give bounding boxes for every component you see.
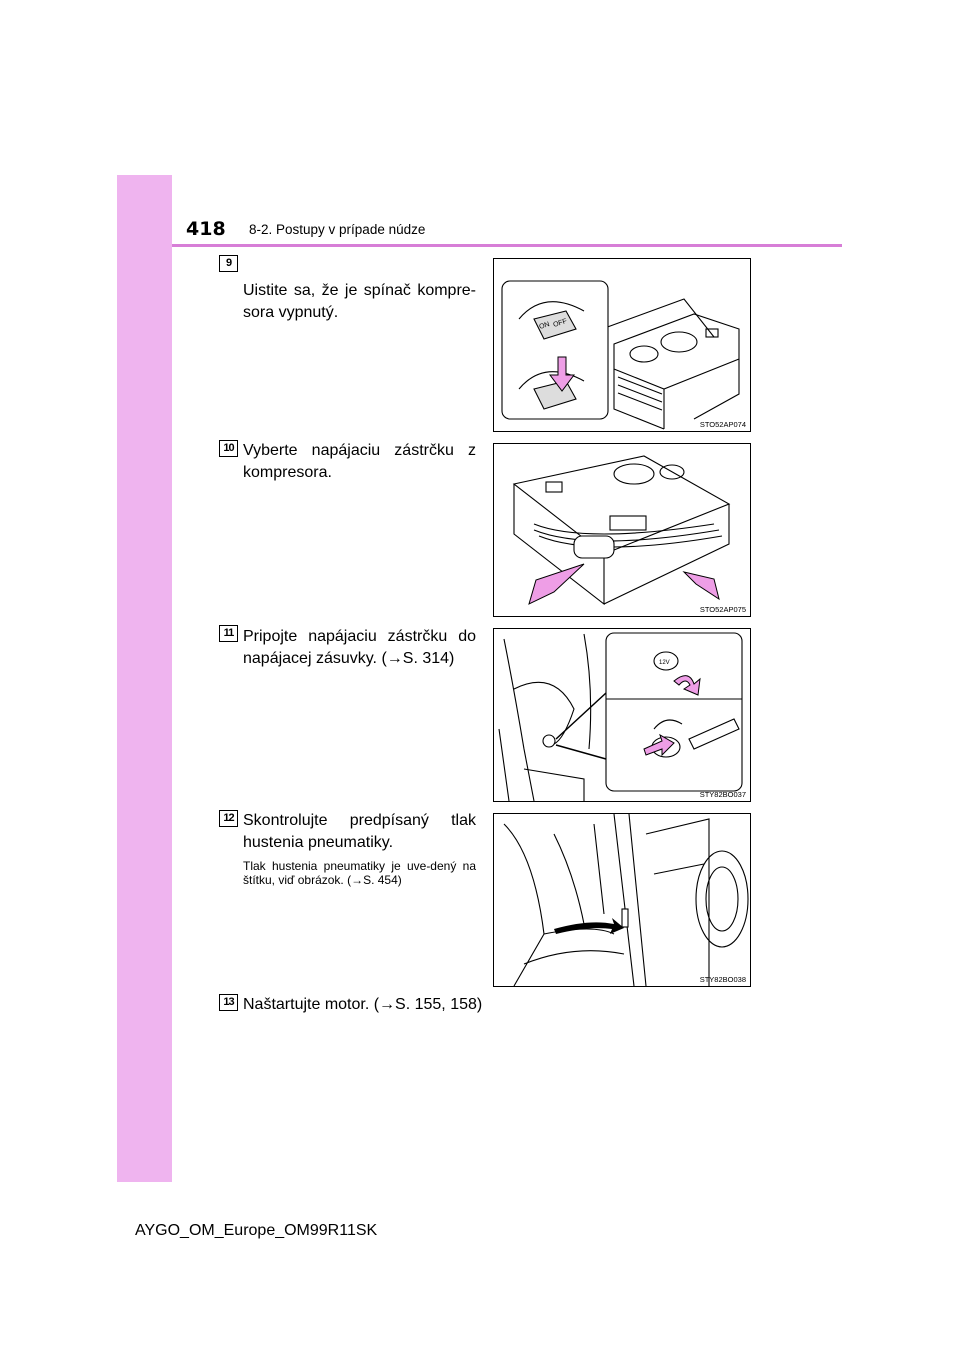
figure-compressor-switch — [493, 258, 751, 432]
socket-voltage-label: 12V — [659, 660, 670, 666]
figure-power-plug-removal — [493, 443, 751, 617]
pointer-arrow-icon — [554, 918, 624, 934]
step-number: 10 — [219, 440, 238, 457]
page-number: 418 — [186, 218, 226, 240]
step-text: Vyberte napájaciu zástrčku z kompresora. — [243, 442, 476, 481]
step-text: Naštartujte motor. (→S. 155, 158) — [243, 996, 483, 1013]
step-number: 9 — [219, 255, 238, 272]
section-title: 8-2. Postupy v prípade núdze — [249, 222, 426, 237]
plug-removal-illustration — [494, 444, 750, 616]
step-number: 11 — [219, 625, 238, 642]
switch-label-on: ON — [538, 321, 551, 331]
sidebar-tab — [117, 175, 172, 1182]
power-socket-illustration — [494, 629, 750, 801]
right-arrow-icon — [684, 572, 719, 599]
door-label-illustration — [494, 814, 750, 986]
step-text: Uistite sa, že je spínač kompre-sora vypnutý. — [243, 282, 476, 321]
figure-code: STO52AP075 — [699, 605, 746, 614]
compressor-switch-illustration — [494, 259, 750, 431]
step-number: 12 — [219, 810, 238, 827]
switch-label-off: OFF — [552, 317, 568, 329]
figure-code: STO52AP074 — [699, 420, 746, 429]
step-text: Pripojte napájaciu zástrčku do napájacej zásuvky. (→S. 314) — [243, 628, 476, 667]
figure-code: STY82BO037 — [699, 790, 746, 799]
figure-code: STY82BO038 — [699, 975, 746, 984]
document-id: AYGO_OM_Europe_OM99R11SK — [135, 1222, 378, 1239]
figure-power-socket — [493, 628, 751, 802]
header-rule — [172, 244, 842, 247]
step-text: Skontrolujte predpísaný tlak hustenia pneumatiky. — [243, 812, 476, 851]
step-note: Tlak hustenia pneumatiky je uve-dený na štítku, viď obrázok. (→S. 454) — [243, 859, 476, 887]
step-number: 13 — [219, 994, 238, 1011]
left-arrow-icon — [529, 564, 584, 604]
figure-tire-pressure-label — [493, 813, 751, 987]
